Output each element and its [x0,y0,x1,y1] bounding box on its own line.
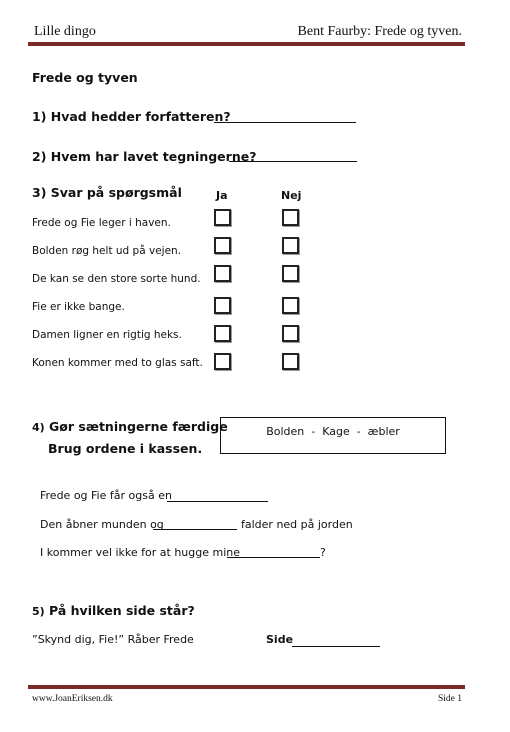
statement-2-yes-checkbox[interactable] [214,237,231,254]
statement-3-no-checkbox[interactable] [282,265,299,282]
statement-6-yes-checkbox[interactable] [214,353,231,370]
sentence-3-after: ? [320,546,326,559]
sentence-1-blank[interactable] [167,501,268,502]
quote-text: ”Skynd dig, Fie!” Råber Frede [32,633,194,646]
statement-1: Frede og Fie leger i haven. [32,217,171,229]
sentence-1-before: Frede og Fie får også en [40,489,172,502]
question-1-answer-line[interactable] [214,122,356,123]
statement-3-yes-checkbox[interactable] [214,265,231,282]
column-yes-label: Ja [216,189,228,202]
header-divider [28,42,465,46]
footer-page-number: Side 1 [437,694,462,704]
column-no-label: Nej [281,189,302,202]
page-title: Frede og tyven [32,70,138,85]
question-2-answer-line[interactable] [229,161,357,162]
header-left-title: Lille dingo [34,24,96,39]
footer-divider [28,685,465,689]
statement-4: Fie er ikke bange. [32,301,125,313]
question-1-label: 1) Hvad hedder forfatteren? [32,109,231,124]
footer-website: www.JoanEriksen.dk [32,694,113,704]
sentence-3-blank[interactable] [227,557,320,558]
sentence-2-after: falder ned på jorden [241,518,353,531]
statement-3: De kan se den store sorte hund. [32,273,201,285]
question-4-line-2: Brug ordene i kassen. [48,441,203,456]
question-4-line-1: Gør sætningerne færdige [49,419,228,434]
statement-6: Konen kommer med to glas saft. [32,357,203,369]
sentence-1 [40,489,172,502]
sentence-2-blank[interactable] [153,529,237,530]
statement-5: Damen ligner en rigtig heks. [32,329,182,341]
header-right-title: Bent Faurby: Frede og tyven. [297,24,462,39]
statement-4-no-checkbox[interactable] [282,297,299,314]
statement-2-no-checkbox[interactable] [282,237,299,254]
question-4 [32,419,228,434]
question-5-label: På hvilken side står? [49,603,195,618]
side-answer-line[interactable] [292,646,380,647]
statement-5-no-checkbox[interactable] [282,325,299,342]
question-5-number: 5) [32,605,45,618]
statement-4-yes-checkbox[interactable] [214,297,231,314]
side-label: Side [266,633,294,646]
question-3-label: 3) Svar på spørgsmål [32,185,182,200]
word-box: Bolden - Kage - æbler [220,417,446,454]
question-2 [32,149,256,164]
statement-1-yes-checkbox[interactable] [214,209,231,226]
question-5 [32,603,195,618]
statement-1-no-checkbox[interactable] [282,209,299,226]
statement-6-no-checkbox[interactable] [282,353,299,370]
sentence-3-before: I kommer vel ikke for at hugge mine [40,546,241,559]
question-1 [32,109,231,124]
question-2-label: 2) Hvem har lavet tegningerne? [32,149,257,164]
sentence-2-before: Den åbner munden og [40,518,164,531]
statement-5-yes-checkbox[interactable] [214,325,231,342]
statement-2: Bolden røg helt ud på vejen. [32,245,182,257]
question-4-number: 4) [32,421,45,434]
